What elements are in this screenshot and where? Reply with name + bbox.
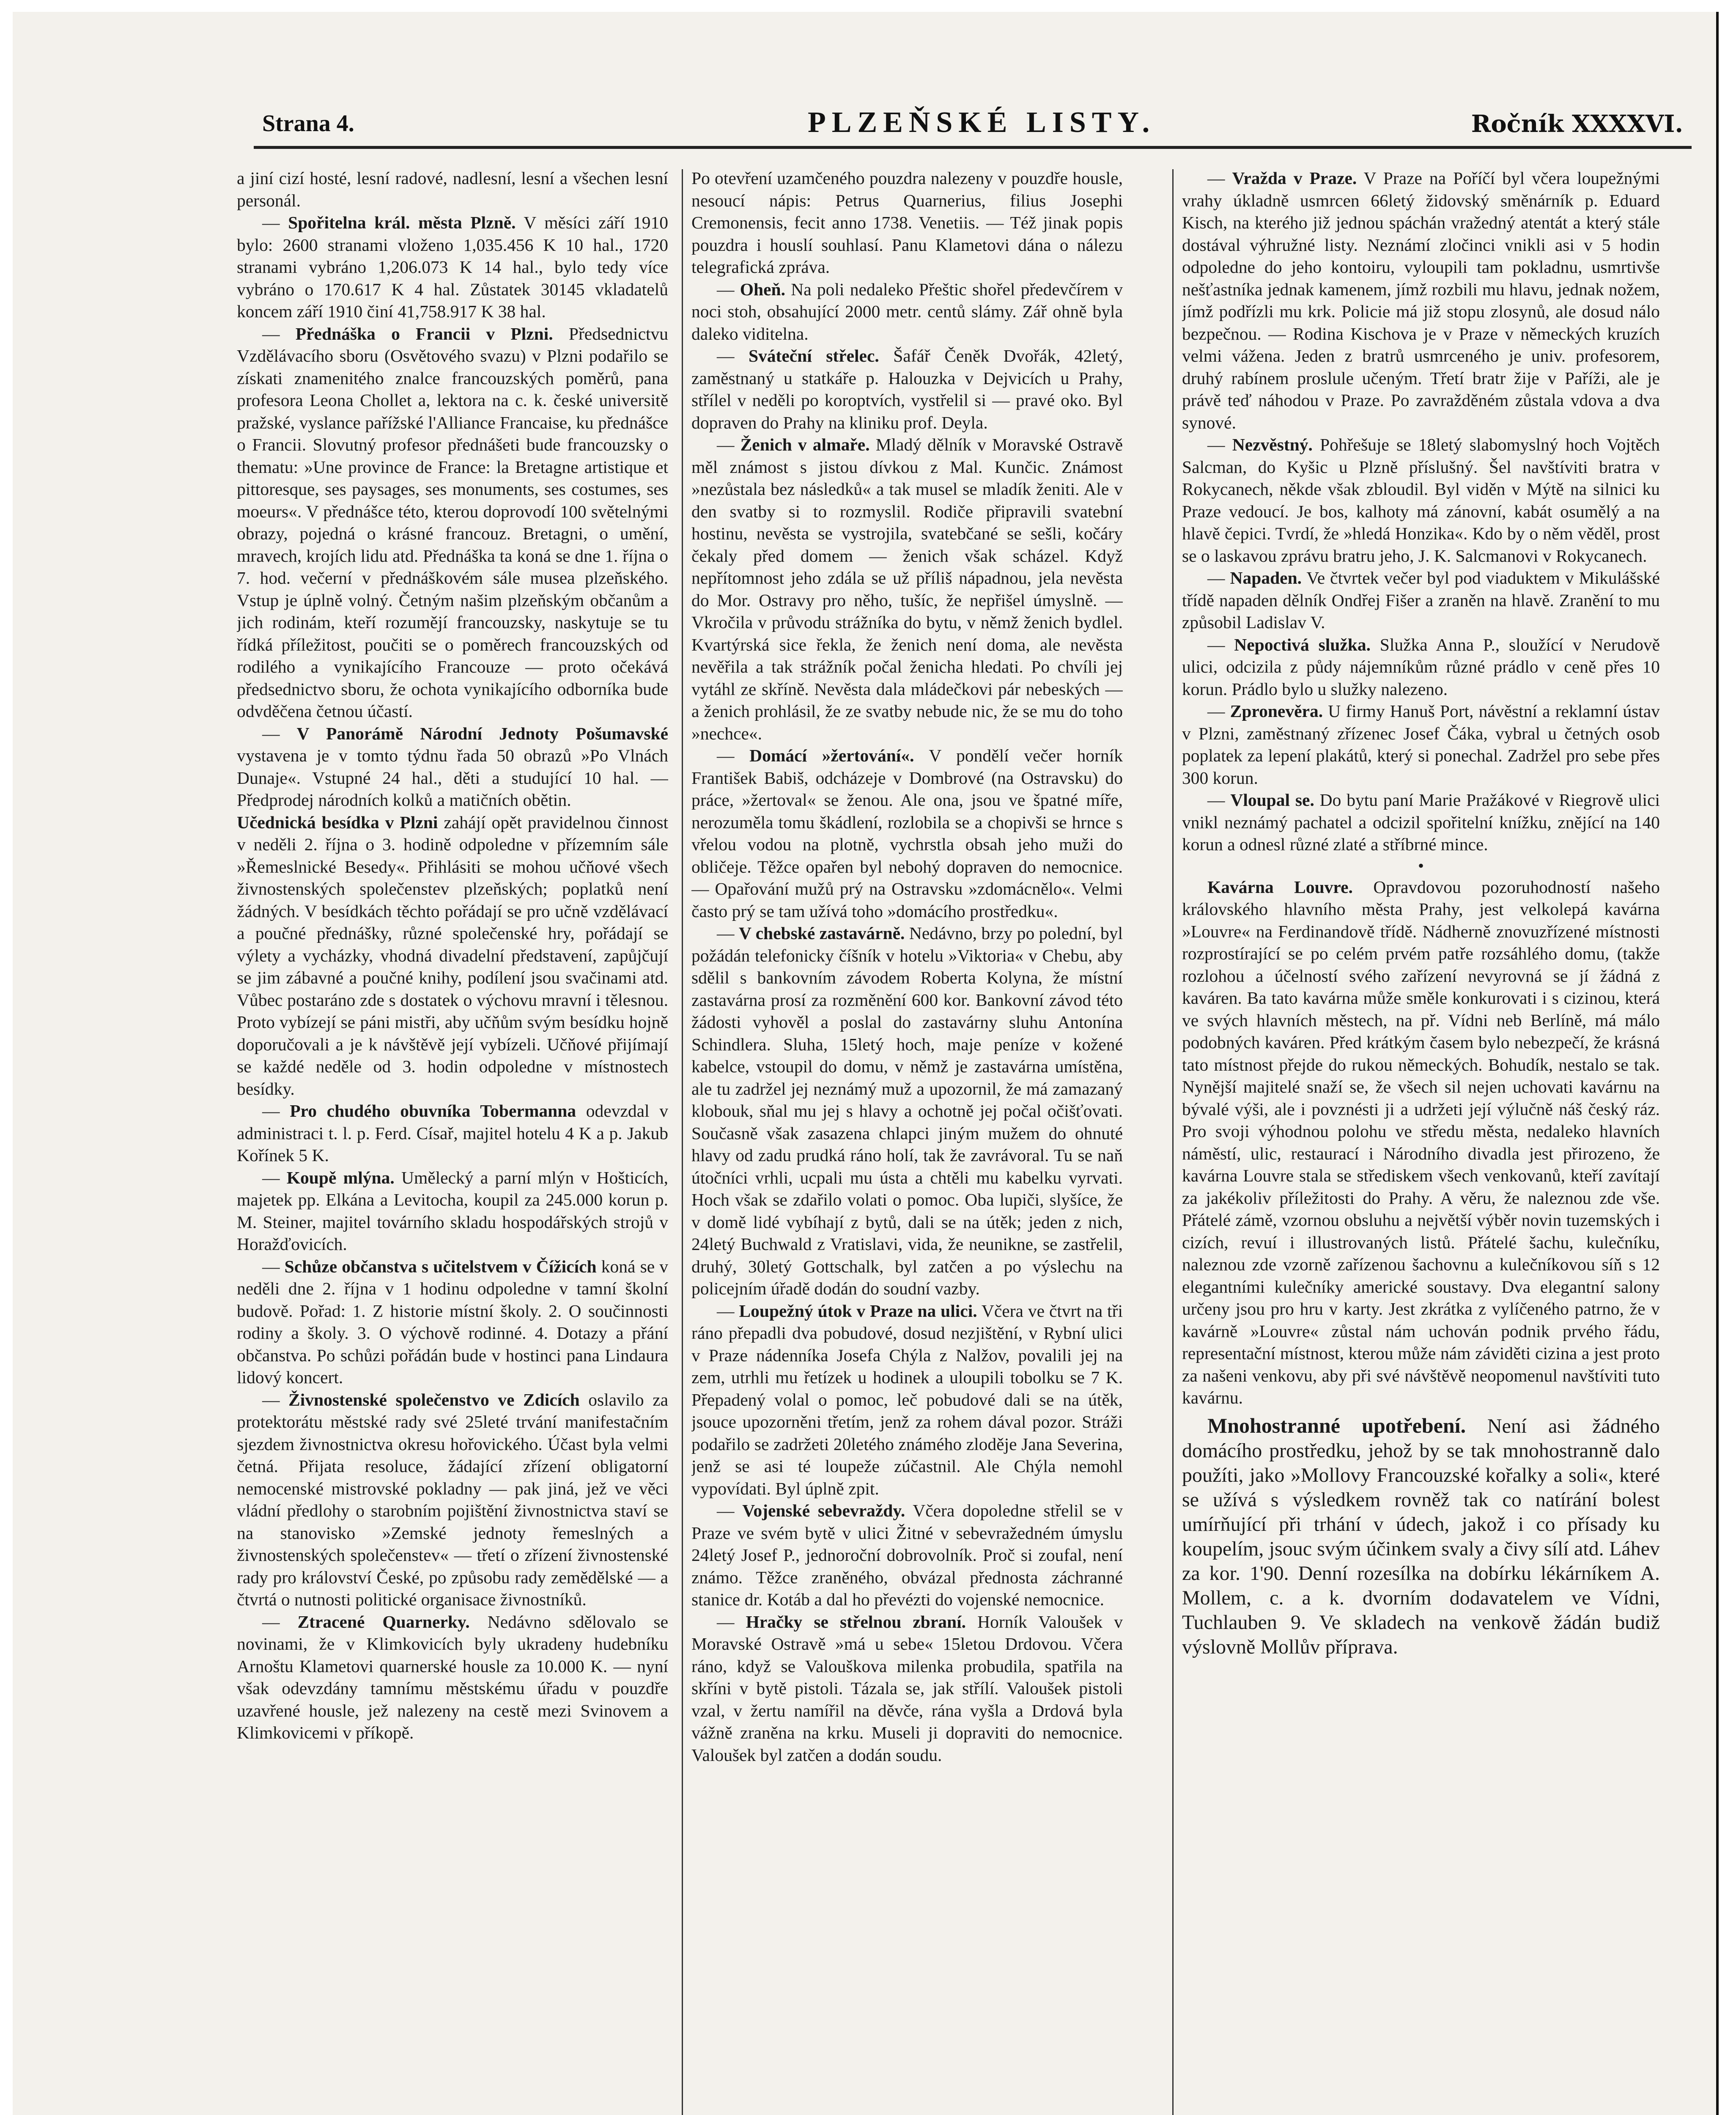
article-headline: Ztracené Quarnerky. <box>297 1612 470 1632</box>
article-headline: Pro chudého obuvníka Tobermanna <box>290 1101 576 1121</box>
article-headline: V chebské zastavárně. <box>738 923 905 943</box>
article: — Vražda v Praze. V Praze na Poříčí byl včera loupežnými vrahy úkladně usmrcen 66letý židovský směnárník p. Eduard Kisch, na kterého již jednou spáchán vražedný atentát a který stále dostával výhružné listy. Neznámí zločinci vnikli asi v 5 hodin odpoledne do jeho kontoiru, vyloupili tam pokladnu, usmrtivše nešťastníka jednak kamenem, jímž rozbili mu hlavu, jednak nožem, jímž podřízli mu krk. Policie má již stopu zlosynů, ale dosud nálo bezpečnou. — Rodina Kischova je v Praze v německých kruzích velmi vážena. Jeden z bratrů usmrceného je univ. profesorem, druhý rabínem proslule učeným. Třetí bratr žije v Paříži, ale je právě teď náhodou v Praze. Po zavražděném zůstala vdova a dva synové. <box>1182 168 1660 432</box>
article-continuation: a jiní cizí hosté, lesní radové, nadlesní, lesní a všechen lesní personál. <box>237 168 668 210</box>
article: — Nepoctivá služka. Služka Anna P., sloužící v Nerudově ulici, odcizila z půdy nájemníkům různé prádlo v ceně přes 10 korun. Prádlo bylo u služky nalezeno. <box>1182 634 1660 699</box>
article-headline: Učednická besídka v Plzni <box>237 812 438 832</box>
article: — Koupě mlýna. Umělecký a parní mlýn v Hošticích, majetek pp. Elkána a Levitocha, koupil za 245.000 korun p. M. Steiner, majitel továrního skladu hospodářských strojů v Horažďovicích. <box>237 1167 668 1254</box>
article-headline: Loupežný útok v Praze na ulici. <box>739 1301 977 1321</box>
article-body: vystavena je v tomto týdnu řada 50 obrazů »Po Vlnách Dunaje«. Vstupné 24 hal., děti a studující 10 hal. — Předprodej národních kolků a matičních obětin. <box>237 746 668 810</box>
article-headline: Přednáška o Francii v Plzni. <box>295 324 553 343</box>
article: — V chebské zastavárně. Nedávno, brzy po polední, byl požádán telefonicky číšník v hotelu »Viktoria« v Chebu, aby sdělil s bankovním závodem Roberta Kolyna, že místní zastavárna prosí za rozměnění 600 kor. Bankovní závod této žádosti vyhověl a poslal do zastavárny sluhu Antonína Schindlera. Sluha, 15letý hoch, maje peníze v kožené kabelce, vstoupil do domu, v němž je zastavárna umístěna, ale tu zadržel jej neznámý muž a upozornil, že má zamazaný klobouk, sňal mu jej s hlavy a ochotně jej počal očišťovati. Současně však zasazena chlapci jiným mužem do ohnuté hlavy od zadu prudká ráno holí, tak že zavrávoral. Tu se naň útočníci vrhli, ucpali mu ústa a chtěli mu kabelku vyrvati. Hoch však se zdařilo volati o pomoc. Oba lupiči, slyšíce, že v domě lidé vybíhají z bytů, dali se na útěk; jeden z nich, 24letý Buchwald z Vratislavi, vida, že neunikne, se zastřelil, druhý, 30letý Gottschalk, byl zatčen a po výslechu na policejním úřadě dodán do soudní vazby. <box>691 923 1123 1298</box>
article-headline: Ženich v almaře. <box>740 435 870 454</box>
article-headline: Napaden. <box>1230 568 1302 588</box>
volume-number: Ročník XXXXVI. <box>1471 110 1683 138</box>
article: — Ztracené Quarnerky. Nedávno sdělovalo se novinami, že v Klimkovicích byly ukradeny hudebníku Arnoštu Klametovi quarnerské housle za 10.000 K. — nyní však odevzdány tamnímu městskému úřadu v pouzdře uzavřené housle, jež nalezeny na cestě mezi Svinovem a Klimkovicemi v příkopě. <box>237 1612 668 1742</box>
article: — Pro chudého obuvníka Tobermanna odevzdal v administraci t. l. p. Ferd. Císař, majitel hotelu 4 K a p. Jakub Kořínek 5 K. <box>237 1101 668 1165</box>
article: — Spořitelna král. města Plzně. V měsíci září 1910 bylo: 2600 stranami vloženo 1,035.456 K 10 hal., 1720 stranami vybráno 1,206.073 K 14 hal., bylo tedy více vybráno o 170.617 K 4 hal. Zůstatek 30145 vkladatelů koncem září 1910 činí 41,758.917 K 38 hal. <box>237 213 668 321</box>
section-separator: • <box>1418 856 1424 875</box>
article-body: Na poli nedaleko Přeštic shořel předevčírem v noci stoh, obsahující 2000 metr. centů slámy. Zář ohně byla daleko viditelna. <box>691 279 1123 343</box>
article-body: V pondělí večer horník František Babiš, odcházeje v Dombrové (na Ostravsku) do práce, »žertoval« se ženou. Ale ona, jsou ve špatné míře, nerozuměla tomu škádlení, rozlobila se a chopivši se hrnce s vřelou vodou na plotně, vychrstla obsah jeho muži do obličeje. Těžce opařen byl nebohý dopraven do nemocnice. — Opařování mužů prý na Ostravsku »zdomácnělo«. Velmi často prý se tam užívá toho »domácího prostředku«. <box>691 746 1123 921</box>
article-headline: Živnostenské společenstvo ve Zdicích <box>288 1390 580 1409</box>
article-body: V Praze na Poříčí byl včera loupežnými vrahy úkladně usmrcen 66letý židovský směnárník p. Eduard Kisch, na kterého již jednou spáchán vražedný atentát a který stále dostával výhružné listy. Neznámí zločinci vnikli asi v 5 hodin odpoledne do jeho kontoiru, vyloupili tam pokladnu, usmrtivše nešťastníka jednak kamenem, jímž rozbili mu hlavu, jednak nožem, jímž podřízli mu krk. Policie má již stopu zlosynů, ale dosud nálo bezpečnou. — Rodina Kischova je v Praze v německých kruzích velmi vážena. Jeden z bratrů usmrceného je univ. profesorem, druhý rabínem proslule učeným. Třetí bratr žije v Paříži, ale je právě teď náhodou v Praze. Po zavražděném zůstala vdova a dva synové. <box>1182 168 1660 432</box>
article-headline: V Panorámě Národní Jednoty Pošumavské <box>296 723 668 743</box>
article-headline: Vloupal se. <box>1230 790 1314 810</box>
article-headline: Vojenské sebevraždy. <box>742 1501 905 1520</box>
article-body: V měsíci září 1910 bylo: 2600 stranami vloženo 1,035.456 K 10 hal., 1720 stranami vybráno 1,206.073 K 14 hal., bylo tedy více vybráno o 170.617 K 4 hal. Zůstatek 30145 vkladatelů koncem září 1910 činí 41,758.917 K 38 hal. <box>237 213 668 321</box>
article: — Domácí »žertování«. V pondělí večer horník František Babiš, odcházeje v Dombrové (na Ostravsku) do práce, »žertoval« se ženou. Ale ona, jsou ve špatné míře, nerozuměla tomu škádlení, rozlobila se a chopivši se hrnce s vřelou vodou na plotně, vychrstla obsah jeho muži do obličeje. Těžce opařen byl nebohý dopraven do nemocnice. — Opařování mužů prý na Ostravsku »zdomácnělo«. Velmi často prý se tam užívá toho »domácího prostředku«. <box>691 746 1123 921</box>
article: — Loupežný útok v Praze na ulici. Včera ve čtvrt na tři ráno přepadli dva pobudové, dosud nezjištění, v Rybní ulici v Praze nádenníka Josefa Chýla z Nalžov, povalili jej na zem, utrhli mu řetízek u hodinek a uloupili tobolku se 7 K. Přepadený volal o pomoc, leč pobudové dali se na útěk, jsouce upozorněni třetím, jenž za rohem dával pozor. Stráži podařilo se zadržeti 20letého známého zloděje Jana Severina, jenž se asi té loupeže zúčastnil. Ale Chýla nemohl vypovídati. Byl úplně zpit. <box>691 1301 1123 1498</box>
article: — Napaden. Ve čtvrtek večer byl pod viaduktem v Mikulášské třídě napaden dělník Ondřej Fišer a zraněn na hlavě. Zranění to mu způsobil Ladislav V. <box>1182 568 1660 632</box>
column-1 <box>237 167 668 2115</box>
article-headline: Hračky se střelnou zbraní. <box>746 1612 966 1632</box>
article <box>237 811 668 1100</box>
article-body: odevzdal v administraci t. l. p. Ferd. Císař, majitel hotelu 4 K a p. Jakub Kořínek 5 K. <box>237 1101 668 1165</box>
article-headline: Sváteční střelec. <box>748 346 879 365</box>
article-body: Horník Valoušek v Moravské Ostravě »má u sebe« 15letou Drdovou. Včera ráno, když se Valouškova milenka probudila, spatřila na skříni v bytě pistoli. Tázala se, jak střílí. Valoušek pistoli vzal, v žertu namířil na děvče, rána vyšla a Drdová byla vážně zraněna na krku. Museli ji dopraviti do nemocnice. Valoušek byl zatčen a dodán soudu. <box>691 1612 1123 1765</box>
article-body: Opravdovou pozoruhodností našeho královského hlavního města Prahy, jest velkolepá kavárna »Louvre« na Ferdinandově třídě. Nádherně znovuzřízené místnosti rozprostírající se po celém prvém patře rozsáhlého domu, (takže rozlohou a účelností svého zařízení nevyrovná se jí žádná z kaváren. Ba tato kavárna může směle konkurovati i s cizinou, která ve svých hlavních městech, na př. Vídni neb Berlíně, má málo podobných kaváren. Před krátkým časem bylo nebezpečí, že krásná tato místnost přejde do rukou německých. Bohudík, nestalo se tak. Nynější majitelé snaží se, že všech sil nejen uchovati kavárnu na bývalé výši, ale i povznésti ji a udržeti její výlučně náš český ráz. Pro svoji výhodnou polohu ve středu města, nedaleko hlavních náměstí, ulic, restaurací i Národního divadla jest přirozeno, že kavárna Louvre stala se střediskem všech venkovanů, kteří zavítají za jakékoliv příležitosti do Prahy. A věru, že naleznou zde vše. Přátelé zámě, vzornou obsluhu a největší výběr novin tuzemských i cizích, revuí i illustrovaných listů. Přátelé šachu, kulečníku, naleznou zde vzorně zařízenou šachovnu a kulečníkovou síň s 12 elegantními kulečníky americké soustavy. Dva elegantní salony určeny jsou pro hru v karty. Jest zkrátka z vylíčeného patrno, že v kavárně »Louvre« zůstal nám uchován podnik prvého řádu, representační místnost, kterou může nám záviděti cizina a jest proto za našeni venkovu, aby při své návštěvě neopomenul navštíviti tuto kavárnu. <box>1182 877 1660 1407</box>
newspaper-title: PLZEŇSKÉ LISTY. <box>808 106 1156 139</box>
article-headline: Domácí »žertování«. <box>749 746 914 765</box>
article-headline: Zpronevěra. <box>1230 701 1323 721</box>
article: — Přednáška o Francii v Plzni. Předsednictvu Vzdělávacího sboru (Osvětového svazu) v Plzni podařilo se získati znamenitého znalce francouzských poměrů, pana profesora Leona Chollet a, lektora na c. k. české universitě pražské, vyslance pařížské l'Alliance Francaise, ku přednášce o Francii. Slovutný profesor přednášeti bude francouzsky o thematu: »Une province de France: la Bretagne artistique et pittoresque, ses paysages, ses monuments, ses costumes, ses moeurs«. V přednášce této, kterou doprovodí 100 světelnými obrazy, pojedná o krásné francouz. Bretagni, o umění, mravech, krojích lidu atd. Přednáška ta koná se dne 1. října o 7. hod. večerní v přednáškovém sále musea plzeňského. Vstup je úplně volný. Četným našim plzeňským občanům a jich rodinám, kteří rozumějí francouzsky, naskytuje se tu řídká příležitost, poučiti se o poměrech francouzských od rodilého a vynikajícího Francouze — proto očekává předsednictvo sboru, že ochota vynikajícího odborníka bude odvděčena četnou účastí. <box>237 324 668 721</box>
article-headline: Koupě mlýna. <box>286 1167 395 1187</box>
article-body: koná se v neděli dne 2. října v 1 hodinu odpoledne v tamní školní budově. Pořad: 1. Z historie místní školy. 2. O součinnosti rodiny a školy. 3. O výchově rodinné. 4. Dotazy a přání občanstva. Po schůzi pořádán bude v hostinci pana Lindaura lidový koncert. <box>237 1256 668 1387</box>
advertisement-body: Není asi žádného domácího prostředku, jehož by se tak mnohostranně dalo použíti, jako »Mollovy Francouzské kořalky a soli«, které se užívá s výsledkem rovněž tak co natírání bolest umírňující při trhání v údech, jakož i co přísady ku koupelím, jsouc svým účinkem svaly a čivy sílí atd. Láhev za kor. 1'90. Denní rozesílka na dobírku lékárníkem A. Mollem, c. a k. dvorním dodavatelem ve Vídni, Tuchlauben 9. Ve skladech na venkově žádán budiž výslovně Mollův příprava. <box>1182 1415 1660 1658</box>
advertisement-headline: Mnohostranné upotřebení. <box>1207 1413 1466 1437</box>
article-body: Služka Anna P., sloužící v Nerudově ulici, odcizila z půdy nájemníkům různé prádlo v ceně přes 10 korun. Prádlo bylo u služky nalezeno. <box>1182 634 1660 699</box>
article-body: Pohřešuje se 18letý slabomyslný hoch Vojtěch Salcman, do Kyšic u Plzně příslušný. Šel navštíviti bratra v Rokycanech, někde však zbloudil. Byl viděn v Mýtě na silnici ku Praze vedoucí. Je bos, kalhoty má zánovní, kabát osumělý a na hlavě čepici. Tvrdí, že »hledá Honzika«. Kdo by o něm věděl, prost se o laskavou zprávu bratru jeho, J. K. Salcmanovi v Rokycanech. <box>1182 435 1660 566</box>
article: — Oheň. Na poli nedaleko Přeštic shořel předevčírem v noci stoh, obsahující 2000 metr. centů slámy. Zář ohně byla daleko viditelna. <box>691 279 1123 343</box>
article-body: Včera ve čtvrt na tři ráno přepadli dva pobudové, dosud nezjištění, v Rybní ulici v Praze nádenníka Josefa Chýla z Nalžov, povalili jej na zem, utrhli mu řetízek u hodinek a uloupili tobolku se 7 K. Přepadený volal o pomoc, leč pobudové dali se na útěk, jsouce upozorněni třetím, jenž za rohem dával pozor. Stráži podařilo se zadržeti 20letého známého zloděje Jana Severina, jenž se asi té loupeže zúčastnil. Ale Chýla nemohl vypovídati. Byl úplně zpit. <box>691 1301 1123 1498</box>
article-headline: Spořitelna král. města Plzně. <box>288 213 516 232</box>
article-body: zahájí opět pravidelnou činnost v neděli 2. října o 3. hodině odpoledne v přízemním sále »Řemeslnické Besedy«. Přihlásiti se mohou učňové všech živnostenských společenstev plzeňských; poplatků není žádných. V besídkách těchto pořádají se pro učně vzdělávací a poučné přednášky, různé společenské hry, pořádají se výlety a vycházky, vhodná divadelní představení, zapůjčují se jim zábavné a poučné knihy, podílení jsou svačinami atd. Vůbec postaráno zde s dostatek o výchovu mravní i tělesnou. Proto vybízejí se páni mistři, aby učňům svým besídku hojně doporučovali a je k návštěvě její vybízeli. Učňové přijímají se každé neděle od 3. hodin odpoledne v místnostech besídky. <box>237 812 668 1099</box>
article-headline: Vražda v Praze. <box>1232 168 1357 188</box>
article-body: Předsednictvu Vzdělávacího sboru (Osvětového svazu) v Plzni podařilo se získati znamenitého znalce francouzských poměrů, pana profesora Leona Chollet a, lektora na c. k. české universitě pražské, vyslance pařížské l'Alliance Francaise, ku přednášce o Francii. Slovutný profesor přednášeti bude francouzsky o thematu: »Une province de France: la Bretagne artistique et pittoresque, ses paysages, ses monuments, ses costumes, ses moeurs«. V přednášce této, kterou doprovodí 100 světelnými obrazy, pojedná o krásné francouz. Bretagni, o umění, mravech, krojích lidu atd. Přednáška ta koná se dne 1. října o 7. hod. večerní v přednáškovém sále musea plzeňského. Vstup je úplně volný. Četným našim plzeňským občanům a jich rodinám, kteří rozumějí francouzsky, naskytuje se tu řídká příležitost, poučiti se o poměrech francouzských od rodilého a vynikajícího Francouze — proto očekává předsednictvo sboru, že ochota vynikajícího odborníka bude odvděčena četnou účastí. <box>237 324 668 721</box>
article: — Vloupal se. Do bytu paní Marie Pražákové v Riegrově ulici vnikl neznámý pachatel a odcizil spořitelní knížku, znějící na 140 korun a odnesl různé zlaté a stříbrné mince. <box>1182 790 1660 854</box>
article: — Sváteční střelec. Šafář Čeněk Dvořák, 42letý, zaměstnaný u statkáře p. Halouzka v Dejvicích u Prahy, střílel v neděli po koroptvích, vystřelil si — pravé oko. Byl dopraven do Prahy na kliniku prof. Deyla. <box>691 346 1123 432</box>
article <box>1182 876 1660 1409</box>
article-body: U firmy Hanuš Port, návěstní a reklamní ústav v Plzni, zaměstnaný zřízenec Josef Čáka, vybral u četných osob poplatek za lepení plakátů, který si ponechal. Zadržel pro sebe přes 300 korun. <box>1182 701 1660 788</box>
article-headline: Nepoctivá služka. <box>1234 634 1371 654</box>
article-headline: Oheň. <box>740 279 785 299</box>
column-2 <box>691 167 1123 2115</box>
article-body: Šafář Čeněk Dvořák, 42letý, zaměstnaný u statkáře p. Halouzka v Dejvicích u Prahy, střílel v neděli po koroptvích, vystřelil si — pravé oko. Byl dopraven do Prahy na kliniku prof. Deyla. <box>691 346 1123 432</box>
article-body: oslavilo za protektorátu městské rady své 25leté trvání manifestačním sjezdem živnostnictva okresu hořovického. Účast byla velmi četná. Přijata resoluce, žádající zřízení obligatorní nemocenské mistrovské pokladny — pak jiná, jež ve věci vládní předlohy o starobním pojištění živnostnictva staví se na stanovisko »Zemské jednoty řemeslných a živnostenských společenstev« — třetí o zřízení živnostenské rady pro království České, po způsobu rady zemědělské — a čtvrtá o nutnosti politické organisace živnostníků. <box>237 1390 668 1609</box>
article-headline: Kavárna Louvre. <box>1207 877 1353 897</box>
article-headline: Nezvěstný. <box>1232 435 1313 454</box>
article-body: Včera dopoledne střelil se v Praze ve svém bytě v ulici Žitné v sebevražedném úmyslu 24letý Josef P., jednoroční dobrovolník. Proč si zoufal, není známo. Těžce zraněného, obvázal přednosta záchranné stanice dr. Kotáb a dal ho převézti do vojenské nemocnice. <box>691 1501 1123 1609</box>
article-body: Do bytu paní Marie Pražákové v Riegrově ulici vnikl neznámý pachatel a odcizil spořitelní knížku, znějící na 140 korun a odnesl různé zlaté a stříbrné mince. <box>1182 790 1660 854</box>
article-body: Nedávno sdělovalo se novinami, že v Klimkovicích byly ukradeny hudebníku Arnoštu Klametovi quarnerské housle za 10.000 K. — nyní však odevzdány tamnímu městskému úřadu v pouzdře uzavřené housle, jež nalezeny na cestě mezi Svinovem a Klimkovicemi v příkopě. <box>237 1612 668 1742</box>
article: — Ženich v almaře. Mladý dělník v Moravské Ostravě měl známost s jistou dívkou z Mal. Kunčic. Známost »nezůstala bez následků« a tak musel se mladík ženiti. Ale v den svatby si to rozmyslil. Rodiče připravili svatební hostinu, nevěsta se vystrojila, svatebčané se sešli, kočáry čekaly před domem — ženich však scházel. Když nepřítomnost jeho zdála se už příliš nápadnou, jela nevěsta do Mor. Ostravy pro něho, tušíc, že nepřišel úmyslně. — Vkročila v průvodu strážníka do bytu, v němž ženich bydlel. Kvartýrská sice řekla, že ženich není doma, ale nevěsta nevěřila a tak strážník počal ženicha hledati. Po chvíli jej vytáhl ze skříně. Nevěsta dala mládečkovi pár nebeských — a ženich prohlásil, že ze svatby nebude nic, že se mu do toho »nechce«. <box>691 435 1123 743</box>
article: — Nezvěstný. Pohřešuje se 18letý slabomyslný hoch Vojtěch Salcman, do Kyšic u Plzně příslušný. Šel navštíviti bratra v Rokycanech, někde však zbloudil. Byl viděn v Mýtě na silnici ku Praze vedoucí. Je bos, kalhoty má zánovní, kabát osumělý a na hlavě čepici. Tvrdí, že »hledá Honzika«. Kdo by o něm věděl, prost se o laskavou zprávu bratru jeho, J. K. Salcmanovi v Rokycanech. <box>1182 435 1660 566</box>
header-rule <box>254 146 1692 149</box>
article-headline: Schůze občanstva s učitelstvem v Čížicích <box>284 1256 597 1276</box>
column-divider <box>682 169 683 2115</box>
article-body: Nedávno, brzy po polední, byl požádán telefonicky číšník v hotelu »Viktoria« v Chebu, aby sdělil s bankovním závodem Roberta Kolyna, že místní zastavárna prosí za rozměnění 600 kor. Bankovní závod této žádosti vyhověl a poslal do zastavárny sluhu Antonína Schindlera. Sluha, 15letý hoch, maje peníze v kožené kabelce, vstoupil do domu, v němž je zastavárna umístěna, ale tu zadržel jej neznámý muž a upozornil, že má zamazaný klobouk, sňal mu jej s hlavy a ochotně jej počal očišťovati. Současně však zasazena chlapci jiným mužem do ohnuté hlavy od zadu prudká ráno holí, tak že zavrávoral. Tu se naň útočníci vrhli, ucpali mu ústa a chtěli mu kabelku vyrvati. Hoch však se zdařilo volati o pomoc. Oba lupiči, slyšíce, že v domě lidé vybíhají z bytů, dali se na útěk; jeden z nich, 24letý Buchwald z Vratislavi, vida, že neunikne, se zastřelil, druhý, 30letý Gottschalk, byl zatčen a po výslechu na policejním úřadě dodán do soudní vazby. <box>691 923 1123 1298</box>
column-divider <box>1172 169 1174 2115</box>
advertisement <box>1182 1413 1660 1659</box>
article-body: Umělecký a parní mlýn v Hošticích, majetek pp. Elkána a Levitocha, koupil za 245.000 korun p. M. Steiner, majitel továrního skladu hospodářských strojů v Horažďovicích. <box>237 1167 668 1254</box>
article: — Živnostenské společenstvo ve Zdicích oslavilo za protektorátu městské rady své 25leté trvání manifestačním sjezdem živnostnictva okresu hořovického. Účast byla velmi četná. Přijata resoluce, žádající zřízení obligatorní nemocenské mistrovské pokladny — pak jiná, jež ve věci vládní předlohy o starobním pojištění živnostnictva staví se na stanovisko »Zemské jednoty řemeslných a živnostenských společenstev« — třetí o zřízení živnostenské rady pro království České, po způsobu rady zemědělské — a čtvrtá o nutnosti politické organisace živnostníků. <box>237 1390 668 1609</box>
article: — Vojenské sebevraždy. Včera dopoledne střelil se v Praze ve svém bytě v ulici Žitné v sebevražedném úmyslu 24letý Josef P., jednoroční dobrovolník. Proč si zoufal, není známo. Těžce zraněného, obvázal přednosta záchranné stanice dr. Kotáb a dal ho převézti do vojenské nemocnice. <box>691 1501 1123 1609</box>
article-body: Ve čtvrtek večer byl pod viaduktem v Mikulášské třídě napaden dělník Ondřej Fišer a zraněn na hlavě. Zranění to mu způsobil Ladislav V. <box>1182 568 1660 632</box>
column-3 <box>1182 167 1660 2115</box>
article: — Schůze občanstva s učitelstvem v Čížicích koná se v neděli dne 2. října v 1 hodinu odpoledne v tamní školní budově. Pořad: 1. Z historie místní školy. 2. O součinnosti rodiny a školy. 3. O výchově rodinné. 4. Dotazy a přání občanstva. Po schůzi pořádán bude v hostinci pana Lindaura lidový koncert. <box>237 1256 668 1387</box>
page-header <box>262 106 1683 144</box>
article: — V Panorámě Národní Jednoty Pošumavské vystavena je v tomto týdnu řada 50 obrazů »Po Vlnách Dunaje«. Vstupné 24 hal., děti a studující 10 hal. — Předprodej národních kolků a matičních obětin. <box>237 723 668 810</box>
article-body: Mladý dělník v Moravské Ostravě měl známost s jistou dívkou z Mal. Kunčic. Známost »nezůstala bez následků« a tak musel se mladík ženiti. Ale v den svatby si to rozmyslil. Rodiče připravili svatební hostinu, nevěsta se vystrojila, svatebčané se sešli, kočáry čekaly před domem — ženich však scházel. Když nepřítomnost jeho zdála se už příliš nápadnou, jela nevěsta do Mor. Ostravy pro něho, tušíc, že nepřišel úmyslně. — Vkročila v průvodu strážníka do bytu, v němž ženich bydlel. Kvartýrská sice řekla, že ženich není doma, ale nevěsta nevěřila a tak strážník počal ženicha hledati. Po chvíli jej vytáhl ze skříně. Nevěsta dala mládečkovi pár nebeských — a ženich prohlásil, že ze svatby nebude nic, že se mu do toho »nechce«. <box>691 435 1123 743</box>
page-number: Strana 4. <box>262 110 354 137</box>
article: — Hračky se střelnou zbraní. Horník Valoušek v Moravské Ostravě »má u sebe« 15letou Drdovou. Včera ráno, když se Valouškova milenka probudila, spatřila na skříni v bytě pistoli. Tázala se, jak střílí. Valoušek pistoli vzal, v žertu namířil na děvče, rána vyšla a Drdová byla vážně zraněna na krku. Museli ji dopraviti do nemocnice. Valoušek byl zatčen a dodán soudu. <box>691 1612 1123 1765</box>
article-continuation: Po otevření uzamčeného pouzdra nalezeny v pouzdře housle, nesoucí nápis: Petrus Quarnerius, filius Josephi Cremonensis, fecit anno 1738. Venetiis. — Též jinak popis pouzdra i houslí souhlasí. Panu Klametovi dána o nálezu telegrafická zpráva. <box>691 168 1123 277</box>
article: — Zpronevěra. U firmy Hanuš Port, návěstní a reklamní ústav v Plzni, zaměstnaný zřízenec Josef Čáka, vybral u četných osob poplatek za lepení plakátů, který si ponechal. Zadržel pro sebe přes 300 korun. <box>1182 701 1660 788</box>
